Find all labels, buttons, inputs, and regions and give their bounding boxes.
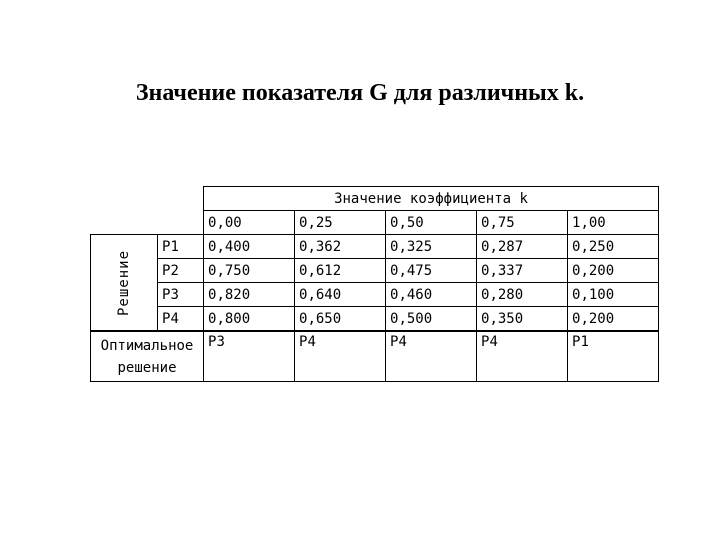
table-cell: 0,280: [477, 283, 568, 307]
row-group-text: Решение: [116, 249, 133, 316]
page-title: Значение показателя G для различных k.: [135, 80, 585, 106]
k-value: 0,75: [477, 211, 568, 235]
table-cell: 0,200: [568, 259, 659, 283]
k-value: 0,25: [295, 211, 386, 235]
k-value: 0,00: [204, 211, 295, 235]
optimal-cell: P4: [477, 331, 568, 382]
table-row: [91, 235, 659, 259]
table-cell: 0,640: [295, 283, 386, 307]
table-cell: 0,250: [568, 235, 659, 259]
table-cell: 0,362: [295, 235, 386, 259]
table-cell: 0,325: [386, 235, 477, 259]
table-cell: 0,475: [386, 259, 477, 283]
table-cell: 0,750: [204, 259, 295, 283]
row-label: P3: [158, 283, 204, 307]
optimal-row: [91, 331, 659, 382]
row-label: P4: [158, 307, 204, 332]
row-label: P2: [158, 259, 204, 283]
optimal-cell: P1: [568, 331, 659, 382]
optimal-label: Оптимальное решение: [91, 331, 204, 382]
table-cell: 0,350: [477, 307, 568, 332]
table-cell: 0,287: [477, 235, 568, 259]
corner-cell: [91, 187, 204, 235]
table-cell: 0,800: [204, 307, 295, 332]
optimal-cell: P3: [204, 331, 295, 382]
table-cell: 0,820: [204, 283, 295, 307]
table-cell: 0,460: [386, 283, 477, 307]
table-cell: 0,100: [568, 283, 659, 307]
row-label: P1: [158, 235, 204, 259]
table-row: [91, 307, 659, 332]
table-cell: 0,500: [386, 307, 477, 332]
header-group: Значение коэффициента k: [204, 187, 659, 211]
table-cell: 0,650: [295, 307, 386, 332]
optimal-cell: P4: [295, 331, 386, 382]
k-value: 0,50: [386, 211, 477, 235]
table-cell: 0,200: [568, 307, 659, 332]
optimal-cell: P4: [386, 331, 477, 382]
k-value: 1,00: [568, 211, 659, 235]
coefficient-table: [90, 186, 659, 382]
row-group-label: [91, 235, 158, 332]
table-cell: 0,612: [295, 259, 386, 283]
table-cell: 0,400: [204, 235, 295, 259]
table-cell: 0,337: [477, 259, 568, 283]
table-container: [90, 186, 659, 382]
table-row: [91, 259, 659, 283]
table-row: [91, 283, 659, 307]
